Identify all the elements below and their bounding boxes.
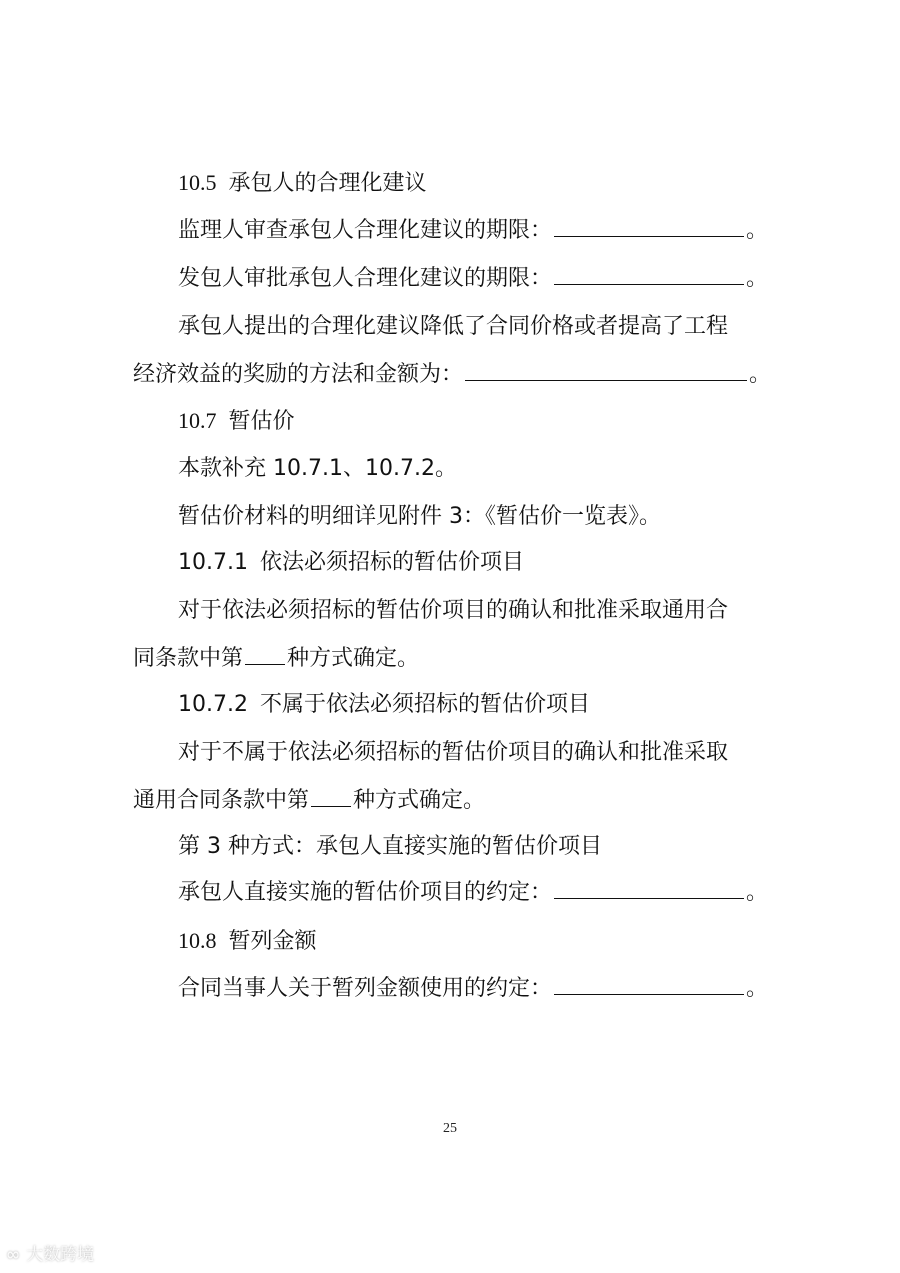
clause-reward-method (133, 360, 771, 390)
section-number: 10.7.2 (178, 692, 248, 717)
fill-blank[interactable] (554, 216, 744, 237)
paragraph-line (178, 312, 728, 342)
paragraph-line (178, 502, 661, 532)
clause-text: 发包人审批承包人合理化建议的期限： (178, 266, 553, 291)
section-heading-10-5 (178, 168, 427, 199)
section-number: 10.7.1 (178, 550, 248, 575)
section-title: 依法必须招标的暂估价项目 (259, 550, 524, 575)
section-heading-10-7 (178, 406, 295, 437)
period: 。 (746, 266, 769, 291)
clause-supervisor-review-period (178, 216, 768, 246)
fill-blank[interactable] (554, 974, 744, 995)
clause-text: 种方式确定。 (287, 646, 420, 671)
clause-text: 对于不属于依法必须招标的暂估价项目的确认和批准采取 (178, 740, 729, 765)
section-title: 暂列金额 (228, 929, 317, 954)
period: 。 (746, 976, 769, 1001)
clause-text: 监理人审查承包人合理化建议的期限： (178, 218, 553, 243)
section-number: 10.5 (178, 170, 217, 195)
section-heading-10-8 (178, 926, 317, 957)
clause-text: 第 3 种方式：承包人直接实施的暂估价项目 (178, 834, 602, 859)
clause-text: 承包人提出的合理化建议降低了合同价格或者提高了工程 (178, 314, 729, 339)
paragraph-line (178, 596, 728, 626)
clause-text: 经济效益的奖励的方法和金额为： (133, 362, 464, 387)
period: 。 (746, 218, 769, 243)
fill-blank[interactable] (465, 360, 747, 381)
clause-text: 暂估价材料的明细详见附件 3：《暂估价一览表》。 (178, 504, 661, 529)
clause-text: 合同当事人关于暂列金额使用的约定： (178, 976, 553, 1001)
paragraph-line (178, 832, 602, 862)
section-title: 不属于依法必须招标的暂估价项目 (259, 692, 590, 717)
section-heading-10-7-2 (178, 690, 590, 720)
clause-text: 同条款中第 (133, 646, 244, 671)
clause-text: 种方式确定。 (353, 788, 486, 813)
clause-direct-implementation (178, 878, 768, 908)
section-number: 10.8 (178, 928, 217, 953)
section-heading-10-7-1 (178, 548, 524, 578)
fill-blank[interactable] (554, 878, 744, 899)
watermark-text: 大数跨境 (26, 1245, 95, 1265)
paragraph-line (178, 738, 728, 768)
section-number: 10.7 (178, 408, 217, 433)
fill-blank[interactable] (311, 786, 351, 807)
fill-blank[interactable] (245, 644, 285, 665)
period: 。 (749, 362, 772, 387)
fill-blank[interactable] (554, 264, 744, 285)
section-title: 暂估价 (228, 409, 295, 434)
page-number: 25 (443, 1121, 457, 1136)
clause-text: 本款补充 10.7.1、10.7.2。 (178, 456, 457, 481)
clause-text: 对于依法必须招标的暂估价项目的确认和批准采取通用合 (178, 598, 729, 623)
watermark (6, 1240, 94, 1265)
section-title: 承包人的合理化建议 (228, 171, 427, 196)
clause-method-choice (133, 786, 485, 816)
clause-employer-approval-period (178, 264, 768, 294)
clause-method-choice (133, 644, 419, 674)
clause-text: 通用合同条款中第 (133, 788, 310, 813)
clause-provisional-sum-usage (178, 974, 768, 1004)
watermark-logo-icon: ∞ (6, 1245, 21, 1265)
period: 。 (746, 880, 769, 905)
paragraph-line (178, 454, 457, 484)
clause-text: 承包人直接实施的暂估价项目的约定： (178, 880, 553, 905)
